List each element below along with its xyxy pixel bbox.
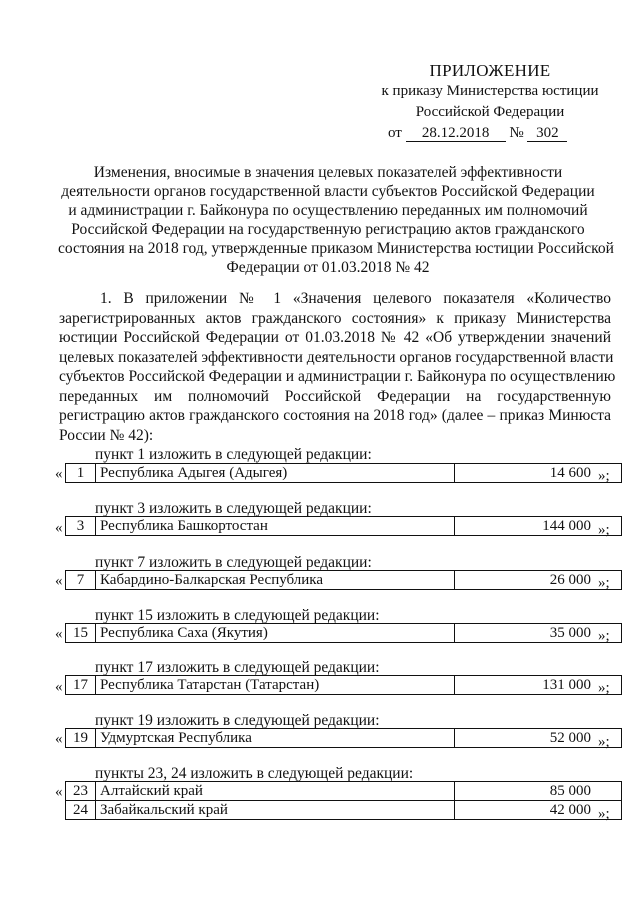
- title-line: состояния на 2018 год, утвержденные приказом Министерства юстиции Российской: [58, 240, 614, 257]
- region-name: Удмуртская Республика: [96, 729, 455, 748]
- region-name: Республика Башкортостан: [96, 517, 455, 536]
- open-quote: «: [55, 626, 63, 642]
- appendix-header: [380, 60, 600, 144]
- target-value: 85 000: [455, 782, 622, 801]
- edit-table: [65, 623, 622, 643]
- paragraph-line: переданных им полномочий Российской Федерации на государственную: [59, 387, 611, 405]
- close-quote: »;: [598, 468, 610, 484]
- row-number: 15: [66, 624, 96, 643]
- row-number: 19: [66, 729, 96, 748]
- table-row: [66, 571, 622, 590]
- open-quote: «: [55, 573, 63, 589]
- paragraph-line: зарегистрированных актов гражданского состояния» к приказу Министерства: [59, 309, 611, 327]
- edit-instruction: пункт 19 изложить в следующей редакции:: [95, 712, 380, 729]
- edit-instruction: пункты 23, 24 изложить в следующей редакции:: [95, 765, 414, 782]
- close-quote: »;: [598, 806, 610, 822]
- edit-table: [65, 463, 622, 483]
- order-number: 302: [527, 125, 567, 142]
- edit-table: [65, 728, 622, 748]
- close-quote: »;: [598, 522, 610, 538]
- target-value: 131 000: [455, 676, 622, 695]
- region-name: Алтайский край: [96, 782, 455, 801]
- edit-table: [65, 675, 622, 695]
- paragraph-line: субъектов Российской Федерации и администрации г. Байконура по осуществлению: [59, 368, 616, 385]
- edit-instruction: пункт 1 изложить в следующей редакции:: [95, 446, 372, 463]
- title-line: и администрации г. Байконура по осуществлению переданных им полномочий: [68, 202, 588, 219]
- table-row: [66, 517, 622, 536]
- paragraph-line: 1. В приложении № 1 «Значения целевого показателя «Количество: [100, 290, 611, 307]
- table-row: [66, 782, 622, 801]
- open-quote: «: [55, 679, 63, 695]
- appendix-line-1: к приказу Министерства юстиции: [381, 83, 599, 99]
- target-value: 14 600: [455, 464, 622, 483]
- row-number: 3: [66, 517, 96, 536]
- table-row: [66, 464, 622, 483]
- target-value: 52 000: [455, 729, 622, 748]
- title-line: деятельности органов государственной власти субъектов Российской Федерации: [61, 183, 595, 200]
- paragraph-line: регистрацию актов гражданского состояния на 2018 год» (далее – приказ Минюста: [59, 407, 611, 424]
- region-name: Республика Татарстан (Татарстан): [96, 676, 455, 695]
- from-label: от: [388, 125, 402, 141]
- row-number: 24: [66, 801, 96, 820]
- order-date: 28.12.2018: [406, 125, 506, 142]
- target-value: 35 000: [455, 624, 622, 643]
- close-quote: »;: [598, 734, 610, 750]
- edit-instruction: пункт 7 изложить в следующей редакции:: [95, 554, 372, 571]
- target-value: 144 000: [455, 517, 622, 536]
- body-paragraph: [59, 289, 616, 445]
- table-row: [66, 676, 622, 695]
- table-row: [66, 801, 622, 820]
- number-label: №: [509, 125, 524, 141]
- title-line: Федерации от 01.03.2018 № 42: [226, 259, 430, 276]
- title-line: Российской Федерации на государственную регистрацию актов гражданского: [71, 221, 585, 238]
- target-value: 42 000: [455, 801, 622, 820]
- target-value: 26 000: [455, 571, 622, 590]
- row-number: 7: [66, 571, 96, 590]
- table-row: [66, 729, 622, 748]
- edit-instruction: пункт 3 изложить в следующей редакции:: [95, 500, 372, 517]
- paragraph-line: целевых показателей эффективности деятельности органов государственной власти: [59, 348, 614, 366]
- row-number: 1: [66, 464, 96, 483]
- region-name: Забайкальский край: [96, 801, 455, 820]
- close-quote: »;: [598, 680, 610, 696]
- paragraph-line: юстиции Российской Федерации от 01.03.2018 № 42 «Об утверждении значений: [59, 329, 611, 346]
- open-quote: «: [55, 520, 63, 536]
- document-title: [58, 163, 614, 277]
- order-reference: [380, 123, 600, 144]
- title-line: Изменения, вносимые в значения целевых показателей эффективности: [93, 164, 563, 181]
- edit-table: [65, 781, 622, 820]
- appendix-title: ПРИЛОЖЕНИЕ: [429, 61, 551, 80]
- close-quote: »;: [598, 628, 610, 644]
- open-quote: «: [55, 784, 63, 800]
- appendix-line-2: Российской Федерации: [415, 104, 565, 120]
- edit-table: [65, 516, 622, 536]
- edit-instruction: пункт 15 изложить в следующей редакции:: [95, 607, 380, 624]
- row-number: 23: [66, 782, 96, 801]
- open-quote: «: [55, 731, 63, 747]
- open-quote: «: [55, 466, 63, 482]
- edit-instruction: пункт 17 изложить в следующей редакции:: [95, 659, 380, 676]
- region-name: Кабардино-Балкарская Республика: [96, 571, 455, 590]
- region-name: Республика Саха (Якутия): [96, 624, 455, 643]
- edit-table: [65, 570, 622, 590]
- row-number: 17: [66, 676, 96, 695]
- table-row: [66, 624, 622, 643]
- paragraph-line: России № 42):: [59, 426, 154, 444]
- region-name: Республика Адыгея (Адыгея): [96, 464, 455, 483]
- close-quote: »;: [598, 575, 610, 591]
